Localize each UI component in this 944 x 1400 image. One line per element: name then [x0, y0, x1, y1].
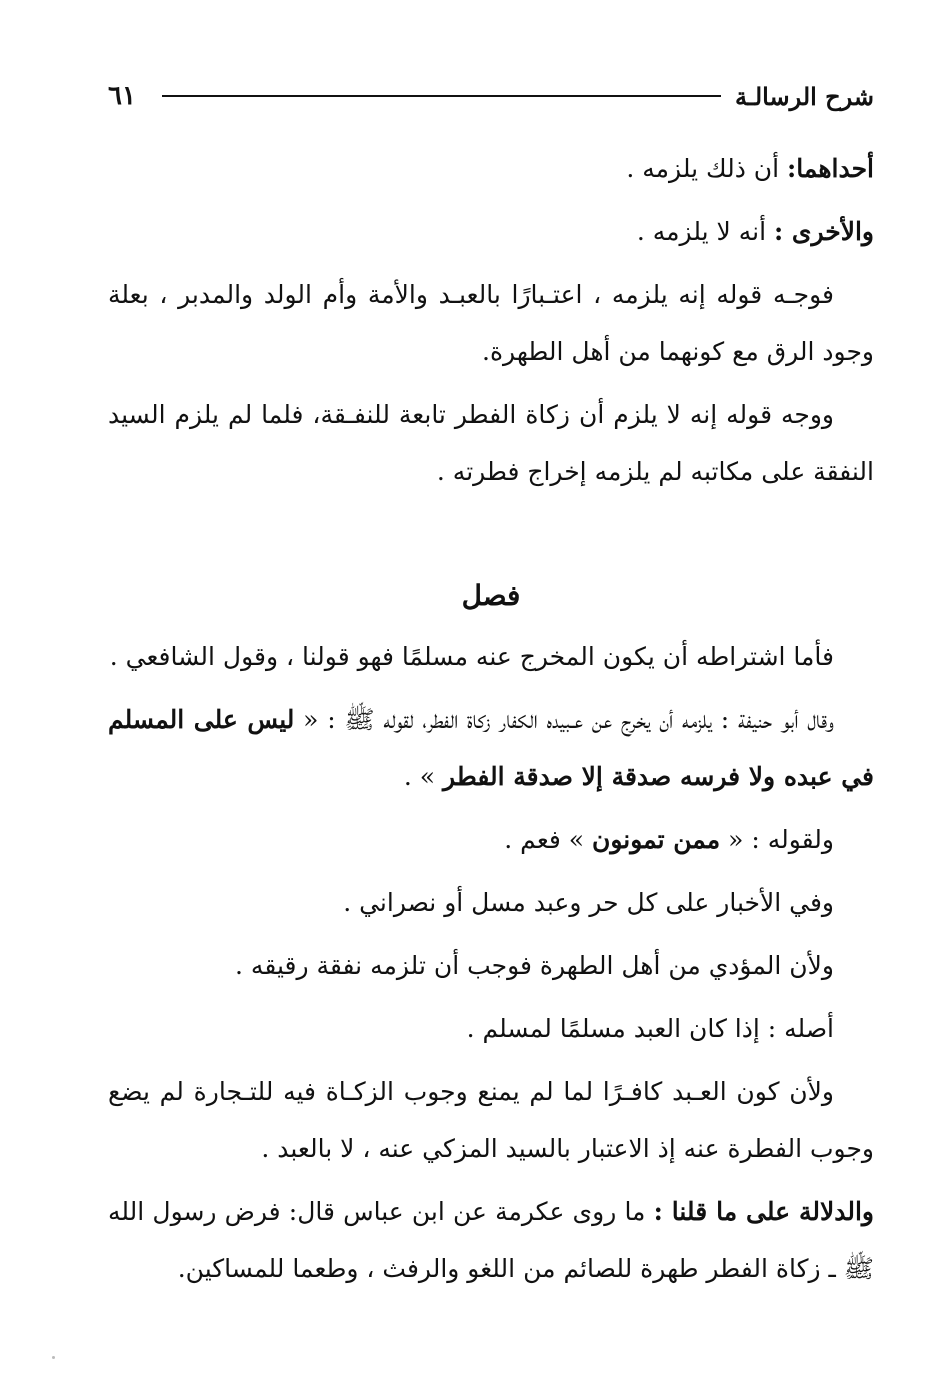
paragraph-text: أصله : إذا كان العبد مسلمًا لمسلم .	[466, 1014, 834, 1043]
paragraph-tail: » فعم .	[504, 825, 593, 854]
hadith-quote: ليس على المسلم في عبده ولا فرسه صدقة إلا صدقة الفطر	[108, 705, 874, 791]
paragraph-lead: أحداهما:	[787, 154, 874, 183]
paragraph-lead: والدلالة على ما قلنا :	[653, 1197, 874, 1226]
paragraph-text: وفي الأخبار على كل حر وعبد مسل أو نصراني .	[343, 888, 834, 917]
paragraph-second-reasoning	[108, 386, 874, 500]
header-rule	[162, 95, 721, 97]
paragraph-condition	[108, 628, 874, 685]
paragraph-qawlihi	[108, 811, 874, 868]
paragraph-tail: » .	[403, 762, 444, 791]
paragraph-muaddi	[108, 937, 874, 994]
paragraph-dalala	[108, 1183, 874, 1297]
paragraph-lead: والأخرى :	[773, 217, 874, 246]
paragraph-first-opinion	[108, 140, 874, 197]
page-header	[108, 76, 874, 116]
paragraph-text: ووجه قوله إنه لا يلزم أن زكاة الفطر تابعة للنفـقة، فلما لم يلزم السيد النفقة على مكاتبه لم يلزمه إخراج فطرته .	[108, 400, 874, 486]
paragraph-kawn	[108, 1063, 874, 1177]
section-heading: فصل	[461, 579, 521, 612]
paragraph-text: فأما اشتراطه أن يكون المخرج عنه مسلمًا فهو قولنا ، وقول الشافعي .	[109, 642, 834, 671]
paragraph-asluhu	[108, 1000, 874, 1057]
paragraph-second-opinion	[108, 203, 874, 260]
paragraph-first-reasoning	[108, 266, 874, 380]
paragraph-text: وقال أبو حنيفة : يلزمه أن يخرج عن عـبيده الكفار زكاة الفطر، لقوله ﷺ : «	[294, 705, 834, 734]
paragraph-text: ولأن كون العـبد كافـرًا لما لم يمنع وجوب الزكـاة فيه للتـجارة لم يضع وجوب الفطرة عنه إذ الاعتبار بالسيد المزكي عنه ، لا بالعبد .	[108, 1077, 874, 1163]
paragraph-text: أنه لا يلزمه .	[636, 217, 774, 246]
hadith-quote: ممن تمونون	[592, 825, 721, 854]
paragraph-text: أن ذلك يلزمه .	[626, 154, 788, 183]
paragraph-text: فوجـه قوله إنه يلزمه ، اعتـبارًا بالعبـد والأمة وأم الولد والمدبر ، بعلة وجود الرق مع كونهما من أهل الطهرة.	[108, 280, 874, 366]
paragraph-abu-hanifa	[108, 691, 874, 805]
main-text	[108, 140, 874, 1297]
page-number: ٦١	[108, 81, 136, 111]
running-title: شرح الرسالـة	[734, 81, 874, 111]
paragraph-text: ما روى عكرمة عن ابن عباس قال: فرض رسول الله ﷺ ـ زكاة الفطر طهرة للصائم من اللغو والرفث ، وطعما للمساكين.	[108, 1197, 874, 1283]
scan-speck	[52, 1356, 55, 1359]
paragraph-text: ولأن المؤدي من أهل الطهرة فوجب أن تلزمه نفقة رقيقه .	[235, 951, 834, 980]
paragraph-akhbar	[108, 874, 874, 931]
paragraph-text: ولقوله : «	[720, 825, 834, 854]
